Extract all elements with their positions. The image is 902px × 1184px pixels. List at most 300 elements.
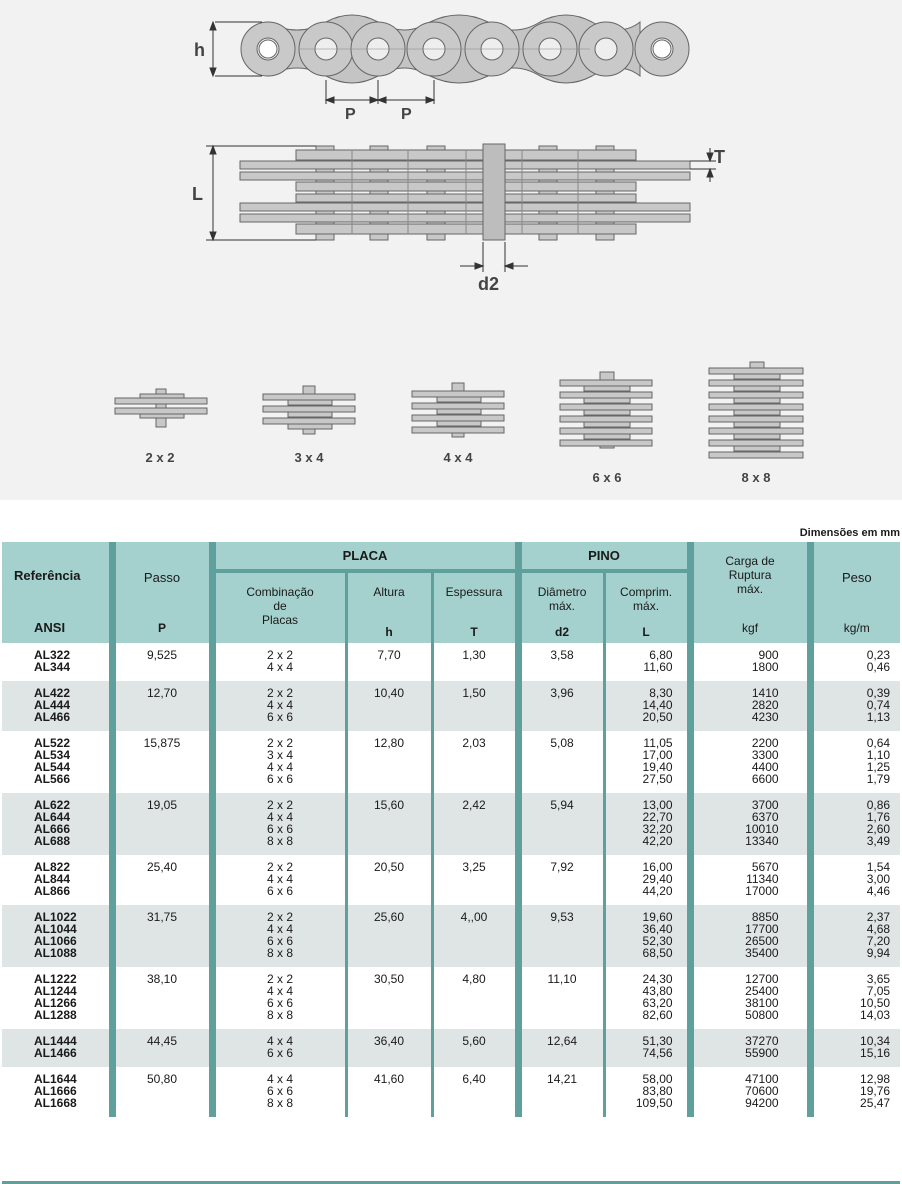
cell-comprim-value: 11,60 xyxy=(643,660,673,674)
cell-altura xyxy=(346,905,432,967)
cell-carga-value: 2820 xyxy=(751,698,779,712)
cell-comprim-value: 24,30 xyxy=(642,972,673,986)
table-row xyxy=(2,1067,900,1117)
cell-comprim-value: 20,50 xyxy=(642,710,673,724)
label-d2: d2 xyxy=(478,274,500,294)
cell-espessura xyxy=(432,855,518,905)
cell-referencia-value: AL1288 xyxy=(34,1008,77,1022)
cell-carga-value: 55900 xyxy=(745,1046,779,1060)
combo-label-6x6: 6 x 6 xyxy=(592,470,622,485)
header-combinacao-line3: Placas xyxy=(261,613,299,627)
cell-referencia xyxy=(2,855,112,905)
cell-comprim xyxy=(604,731,690,793)
technical-drawing-area xyxy=(0,0,902,500)
label-l: L xyxy=(192,184,203,204)
cell-passo xyxy=(112,1067,212,1117)
cell-combinacao-value: 6 x 6 xyxy=(266,822,293,836)
header-peso-unit: kg/m xyxy=(843,621,870,635)
table-row xyxy=(2,905,900,967)
cell-diametro xyxy=(518,681,604,731)
cell-carga xyxy=(690,643,810,681)
cell-peso xyxy=(810,643,900,681)
cell-referencia-value: AL1444 xyxy=(34,1034,77,1048)
cell-comprim-value: 109,50 xyxy=(635,1096,673,1110)
cell-peso-value: 19,76 xyxy=(860,1084,891,1098)
cell-referencia xyxy=(2,905,112,967)
cell-referencia-value: AL534 xyxy=(34,748,71,762)
cell-passo-value: 50,80 xyxy=(146,1072,178,1086)
cell-comprim-value: 27,50 xyxy=(642,772,673,786)
label-t: T xyxy=(714,147,725,167)
cell-referencia-value: AL444 xyxy=(34,698,71,712)
cell-altura-value: 36,40 xyxy=(373,1034,405,1048)
cell-referencia-value: AL622 xyxy=(34,798,71,812)
cell-espessura-value: 6,40 xyxy=(462,1072,486,1086)
cell-combinacao-value: 4 x 4 xyxy=(266,810,293,824)
cell-diametro-value: 5,94 xyxy=(550,798,574,812)
header-passo xyxy=(112,542,212,643)
cell-combinacao-value: 2 x 2 xyxy=(266,648,293,662)
header-diametro-unit: d2 xyxy=(555,625,570,639)
cell-combinacao-value: 8 x 8 xyxy=(266,1096,293,1110)
header-altura-label: Altura xyxy=(373,585,405,599)
cell-diametro xyxy=(518,967,604,1029)
combo-label-4x4: 4 x 4 xyxy=(443,450,473,465)
header-placa xyxy=(212,542,518,571)
cell-passo-value: 25,40 xyxy=(146,860,178,874)
header-passo-label: Passo xyxy=(143,570,181,585)
cell-referencia-value: AL1244 xyxy=(34,984,77,998)
dimension-p xyxy=(326,80,434,104)
cell-espessura-value: 2,42 xyxy=(462,798,486,812)
cell-comprim-value: 52,30 xyxy=(642,934,673,948)
combo-label-2x2: 2 x 2 xyxy=(145,450,175,465)
cell-passo xyxy=(112,793,212,855)
cell-comprim-value: 82,60 xyxy=(642,1008,673,1022)
cell-combinacao-value: 2 x 2 xyxy=(266,860,293,874)
cell-referencia-value: AL322 xyxy=(34,648,71,662)
cell-passo xyxy=(112,967,212,1029)
combo-3x4 xyxy=(263,386,355,434)
cell-carga xyxy=(690,1029,810,1067)
cell-combinacao-value: 2 x 2 xyxy=(266,798,293,812)
table-row xyxy=(2,731,900,793)
header-altura-unit: h xyxy=(385,625,393,639)
cell-referencia-value: AL1266 xyxy=(34,996,77,1010)
cell-peso-value: 1,25 xyxy=(866,760,891,774)
cell-altura-value: 41,60 xyxy=(373,1072,405,1086)
cell-carga-value: 17700 xyxy=(745,922,779,936)
cell-passo xyxy=(112,643,212,681)
header-carga-unit: kgf xyxy=(742,621,759,635)
cell-combinacao-value: 8 x 8 xyxy=(266,946,293,960)
header-peso-label: Peso xyxy=(841,570,872,585)
cell-peso xyxy=(810,793,900,855)
cell-referencia xyxy=(2,793,112,855)
combo-4x4 xyxy=(412,383,504,437)
combo-8x8 xyxy=(709,362,803,458)
cell-espessura-value: 4,80 xyxy=(462,972,486,986)
cell-peso-value: 25,47 xyxy=(860,1096,891,1110)
cell-carga-value: 17000 xyxy=(745,884,779,898)
cell-referencia-value: AL1666 xyxy=(34,1084,77,1098)
cell-comprim-value: 63,20 xyxy=(642,996,673,1010)
cell-diametro xyxy=(518,643,604,681)
cell-espessura-value: 3,25 xyxy=(462,860,486,874)
chain-top-view xyxy=(240,144,690,240)
chain-drawing xyxy=(0,0,902,500)
cell-referencia-value: AL688 xyxy=(34,834,71,848)
header-pino-label: PINO xyxy=(588,548,620,563)
cell-passo-value: 15,875 xyxy=(143,736,181,750)
cell-peso-value: 0,46 xyxy=(866,660,891,674)
cell-diametro-value: 3,58 xyxy=(550,648,574,662)
cell-combinacao xyxy=(212,731,346,793)
cell-peso-value: 15,16 xyxy=(860,1046,891,1060)
cell-referencia xyxy=(2,731,112,793)
cell-peso xyxy=(810,731,900,793)
cell-comprim-value: 83,80 xyxy=(642,1084,673,1098)
cell-peso-value: 7,05 xyxy=(866,984,891,998)
cell-comprim-value: 42,20 xyxy=(642,834,673,848)
cell-combinacao xyxy=(212,1029,346,1067)
cell-comprim xyxy=(604,793,690,855)
cell-peso xyxy=(810,905,900,967)
header-passo-unit: P xyxy=(157,621,166,635)
cell-carga xyxy=(690,681,810,731)
cell-combinacao-value: 4 x 4 xyxy=(266,1034,293,1048)
cell-comprim xyxy=(604,1029,690,1067)
cell-combinacao xyxy=(212,905,346,967)
header-diametro-line2: máx. xyxy=(549,599,576,613)
cell-passo xyxy=(112,905,212,967)
cell-comprim-value: 11,05 xyxy=(643,736,673,750)
table-row xyxy=(2,967,900,1029)
dimension-note: Dimensões em mm xyxy=(799,527,900,539)
cell-combinacao-value: 4 x 4 xyxy=(266,660,293,674)
cell-comprim-value: 6,80 xyxy=(649,648,673,662)
cell-altura-value: 30,50 xyxy=(373,972,405,986)
cell-diametro-value: 5,08 xyxy=(550,736,574,750)
cell-peso-value: 0,64 xyxy=(866,736,891,750)
dimension-t xyxy=(690,148,716,182)
cell-peso-value: 0,86 xyxy=(866,798,891,812)
cell-passo xyxy=(112,731,212,793)
cell-combinacao-value: 4 x 4 xyxy=(266,984,293,998)
cell-combinacao xyxy=(212,1067,346,1117)
cell-combinacao-value: 6 x 6 xyxy=(266,1084,293,1098)
cell-combinacao-value: 6 x 6 xyxy=(266,934,293,948)
cell-comprim-value: 74,56 xyxy=(642,1046,673,1060)
combo-2x2 xyxy=(115,389,207,427)
cell-espessura xyxy=(432,681,518,731)
cell-espessura xyxy=(432,731,518,793)
cell-peso xyxy=(810,855,900,905)
cell-combinacao-value: 2 x 2 xyxy=(266,686,293,700)
cell-comprim-value: 17,00 xyxy=(642,748,673,762)
cell-comprim-value: 36,40 xyxy=(642,922,673,936)
cell-peso-value: 1,13 xyxy=(866,710,891,724)
cell-passo-value: 12,70 xyxy=(146,686,178,700)
cell-comprim-value: 58,00 xyxy=(642,1072,673,1086)
combo-label-3x4: 3 x 4 xyxy=(294,450,324,465)
cell-diametro xyxy=(518,793,604,855)
cell-carga-value: 2200 xyxy=(751,736,779,750)
cell-referencia-value: AL1466 xyxy=(34,1046,77,1060)
header-comprim-line2: máx. xyxy=(633,599,660,613)
cell-referencia-value: AL344 xyxy=(34,660,71,674)
header-ansi-label: ANSI xyxy=(34,620,66,635)
cell-peso-value: 3,65 xyxy=(866,972,891,986)
cell-carga-value: 3700 xyxy=(751,798,779,812)
cell-referencia-value: AL666 xyxy=(34,822,71,836)
cell-carga xyxy=(690,905,810,967)
cell-carga-value: 1800 xyxy=(751,660,779,674)
cell-referencia-value: AL1022 xyxy=(34,910,77,924)
header-referencia xyxy=(2,542,112,643)
cell-referencia-value: AL822 xyxy=(34,860,71,874)
cell-altura xyxy=(346,967,432,1029)
cell-carga-value: 6600 xyxy=(751,772,779,786)
cell-altura xyxy=(346,643,432,681)
cell-comprim xyxy=(604,905,690,967)
header-altura xyxy=(346,571,432,643)
header-pino xyxy=(518,542,690,571)
cell-carga-value: 37270 xyxy=(745,1034,779,1048)
cell-espessura-value: 1,50 xyxy=(462,686,486,700)
cell-diametro xyxy=(518,855,604,905)
cell-referencia-value: AL644 xyxy=(34,810,71,824)
cell-altura xyxy=(346,681,432,731)
cell-referencia-value: AL544 xyxy=(34,760,71,774)
header-referencia-label: Referência xyxy=(14,568,81,583)
cell-combinacao-value: 2 x 2 xyxy=(266,972,293,986)
chain-spec-table xyxy=(2,542,900,1117)
cell-combinacao xyxy=(212,967,346,1029)
cell-carga-value: 47100 xyxy=(745,1072,779,1086)
cell-combinacao-value: 2 x 2 xyxy=(266,736,293,750)
cell-diametro xyxy=(518,905,604,967)
header-comprim-unit: L xyxy=(642,625,650,639)
header-carga-line2: Ruptura xyxy=(728,568,772,582)
cell-referencia xyxy=(2,681,112,731)
header-carga-line3: máx. xyxy=(737,582,764,596)
cell-carga xyxy=(690,793,810,855)
cell-peso-value: 2,60 xyxy=(866,822,891,836)
cell-peso-value: 10,34 xyxy=(860,1034,891,1048)
cell-diametro-value: 11,10 xyxy=(547,972,577,986)
cell-altura-value: 15,60 xyxy=(373,798,405,812)
cell-carga xyxy=(690,731,810,793)
cell-peso-value: 1,10 xyxy=(866,748,891,762)
cell-referencia-value: AL1044 xyxy=(34,922,77,936)
cell-altura xyxy=(346,793,432,855)
cell-peso-value: 10,50 xyxy=(860,996,891,1010)
cell-peso xyxy=(810,967,900,1029)
combo-label-8x8: 8 x 8 xyxy=(741,470,771,485)
cell-passo-value: 44,45 xyxy=(146,1034,178,1048)
table-row xyxy=(2,681,900,731)
cell-comprim-value: 68,50 xyxy=(642,946,673,960)
cell-passo-value: 19,05 xyxy=(146,798,178,812)
cell-peso-value: 1,76 xyxy=(866,810,891,824)
cell-comprim xyxy=(604,643,690,681)
cell-comprim-value: 29,40 xyxy=(642,872,673,886)
cell-comprim-value: 51,30 xyxy=(642,1034,673,1048)
cell-comprim-value: 32,20 xyxy=(642,822,673,836)
cell-carga xyxy=(690,967,810,1029)
header-espessura xyxy=(432,571,518,643)
cell-carga-value: 10010 xyxy=(745,822,779,836)
dimension-d2 xyxy=(460,242,528,272)
cell-passo xyxy=(112,1029,212,1067)
cell-passo-value: 9,525 xyxy=(146,648,178,662)
cell-combinacao-value: 3 x 4 xyxy=(266,748,293,762)
cell-combinacao-value: 4 x 4 xyxy=(266,872,293,886)
cell-combinacao-value: 2 x 2 xyxy=(266,910,293,924)
cell-peso-value: 2,37 xyxy=(866,910,891,924)
label-p-2: P xyxy=(401,106,412,123)
cell-combinacao-value: 6 x 6 xyxy=(266,710,293,724)
cell-carga-value: 12700 xyxy=(745,972,779,986)
cell-comprim-value: 13,00 xyxy=(642,798,673,812)
cell-referencia-value: AL422 xyxy=(34,686,71,700)
cell-espessura xyxy=(432,1029,518,1067)
chain-side-view xyxy=(241,15,689,83)
cell-referencia xyxy=(2,967,112,1029)
cell-combinacao-value: 8 x 8 xyxy=(266,834,293,848)
cell-peso-value: 3,00 xyxy=(866,872,891,886)
cell-espessura xyxy=(432,905,518,967)
cell-diametro-value: 12,64 xyxy=(547,1034,578,1048)
cell-comprim-value: 19,60 xyxy=(642,910,673,924)
header-comprim-line1: Comprim. xyxy=(620,585,673,599)
cell-combinacao-value: 6 x 6 xyxy=(266,772,293,786)
header-placa-label: PLACA xyxy=(342,548,388,563)
cell-espessura xyxy=(432,967,518,1029)
cell-carga xyxy=(690,855,810,905)
cell-combinacao-value: 4 x 4 xyxy=(266,760,293,774)
cell-carga-value: 70600 xyxy=(745,1084,779,1098)
header-espessura-unit: T xyxy=(470,625,478,639)
header-combinacao-line2: de xyxy=(273,599,287,613)
cell-comprim xyxy=(604,855,690,905)
cell-passo xyxy=(112,681,212,731)
cell-referencia xyxy=(2,1067,112,1117)
cell-espessura-value: 4,,00 xyxy=(460,910,488,924)
label-h: h xyxy=(194,40,205,60)
cell-carga-value: 4400 xyxy=(751,760,779,774)
cell-carga-value: 35400 xyxy=(745,946,779,960)
cell-carga-value: 25400 xyxy=(745,984,779,998)
cell-diametro xyxy=(518,731,604,793)
cell-combinacao xyxy=(212,681,346,731)
cell-diametro xyxy=(518,1029,604,1067)
cell-espessura xyxy=(432,1067,518,1117)
cell-carga-value: 4230 xyxy=(751,710,779,724)
cell-comprim-value: 44,20 xyxy=(642,884,673,898)
cell-diametro-value: 9,53 xyxy=(550,910,574,924)
cell-peso-value: 1,54 xyxy=(866,860,891,874)
cell-referencia-value: AL1088 xyxy=(34,946,77,960)
cell-diametro-value: 3,96 xyxy=(550,686,574,700)
cell-referencia-value: AL566 xyxy=(34,772,71,786)
table-row xyxy=(2,855,900,905)
cell-peso-value: 4,68 xyxy=(866,922,891,936)
combo-6x6 xyxy=(560,372,652,448)
cell-peso-value: 0,74 xyxy=(866,698,891,712)
cell-comprim xyxy=(604,681,690,731)
cell-peso-value: 0,39 xyxy=(866,686,891,700)
cell-carga xyxy=(690,1067,810,1117)
cell-referencia-value: AL844 xyxy=(34,872,71,886)
cell-carga-value: 1410 xyxy=(751,686,779,700)
cell-peso xyxy=(810,1029,900,1067)
cell-altura-value: 7,70 xyxy=(377,648,401,662)
cell-comprim-value: 8,30 xyxy=(649,686,673,700)
cell-peso xyxy=(810,1067,900,1117)
cell-altura-value: 10,40 xyxy=(373,686,405,700)
cell-altura xyxy=(346,1067,432,1117)
cell-altura xyxy=(346,855,432,905)
cell-peso-value: 0,23 xyxy=(866,648,891,662)
cell-passo-value: 38,10 xyxy=(146,972,178,986)
cell-altura-value: 12,80 xyxy=(373,736,405,750)
cell-combinacao xyxy=(212,643,346,681)
cell-referencia-value: AL1644 xyxy=(34,1072,77,1086)
header-diametro-line1: Diâmetro xyxy=(537,585,587,599)
cell-espessura-value: 2,03 xyxy=(462,736,486,750)
cell-referencia xyxy=(2,643,112,681)
cell-referencia-value: AL1668 xyxy=(34,1096,77,1110)
header-combinacao xyxy=(212,571,346,643)
cell-espessura xyxy=(432,643,518,681)
cell-combinacao xyxy=(212,793,346,855)
cell-combinacao-value: 4 x 4 xyxy=(266,698,293,712)
label-p-1: P xyxy=(345,106,356,123)
cell-combinacao-value: 6 x 6 xyxy=(266,1046,293,1060)
header-carga xyxy=(690,542,810,643)
cell-combinacao-value: 4 x 4 xyxy=(266,1072,293,1086)
cell-combinacao-value: 6 x 6 xyxy=(266,996,293,1010)
cell-altura-value: 20,50 xyxy=(373,860,405,874)
cell-peso-value: 1,79 xyxy=(866,772,891,786)
cell-comprim-value: 16,00 xyxy=(642,860,673,874)
header-espessura-label: Espessura xyxy=(445,585,503,599)
cell-comprim-value: 14,40 xyxy=(642,698,673,712)
cell-comprim-value: 43,80 xyxy=(642,984,673,998)
cell-carga-value: 900 xyxy=(758,648,779,662)
cell-carga-value: 8850 xyxy=(751,910,779,924)
cell-referencia xyxy=(2,1029,112,1067)
cell-altura xyxy=(346,731,432,793)
header-combinacao-line1: Combinação xyxy=(246,585,314,599)
cell-combinacao-value: 8 x 8 xyxy=(266,1008,293,1022)
cell-espessura-value: 5,60 xyxy=(462,1034,486,1048)
cell-carga-value: 6370 xyxy=(751,810,779,824)
cell-combinacao-value: 4 x 4 xyxy=(266,922,293,936)
cell-carga-value: 5670 xyxy=(751,860,779,874)
cell-peso-value: 7,20 xyxy=(866,934,891,948)
cell-carga-value: 11340 xyxy=(746,872,779,886)
table-row xyxy=(2,1029,900,1067)
cell-diametro-value: 14,21 xyxy=(547,1072,578,1086)
cell-comprim xyxy=(604,967,690,1029)
cell-peso-value: 3,49 xyxy=(866,834,891,848)
cell-carga-value: 50800 xyxy=(745,1008,779,1022)
cell-peso-value: 12,98 xyxy=(860,1072,891,1086)
cell-diametro xyxy=(518,1067,604,1117)
